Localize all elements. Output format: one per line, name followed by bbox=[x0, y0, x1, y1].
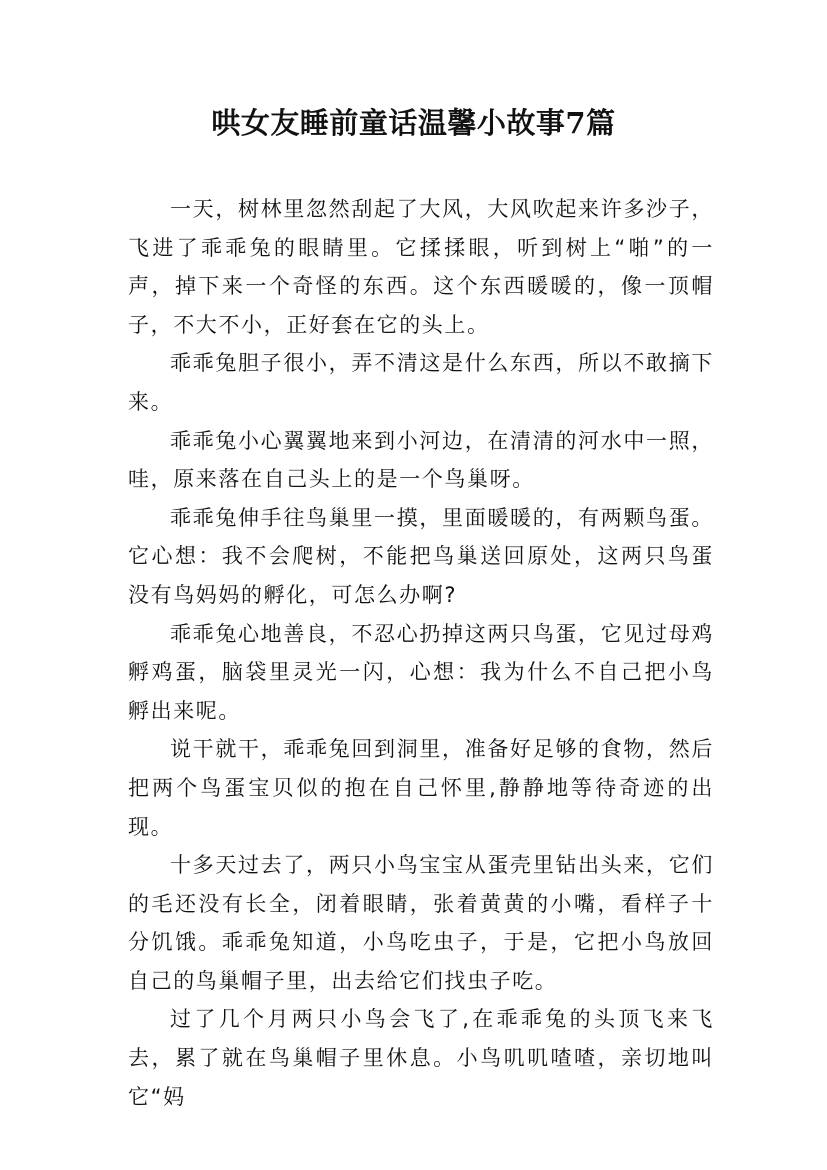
paragraph: 乖乖兔胆子很小，弄不清这是什么东西，所以不敢摘下来。 bbox=[128, 351, 714, 414]
paragraph: 过了几个月两只小鸟会飞了,在乖乖兔的头顶飞来飞去，累了就在鸟巢帽子里休息。小鸟叽叽喳喳，亲切地叫它“妈 bbox=[128, 1007, 714, 1109]
paragraph: 乖乖兔心地善良，不忍心扔掉这两只鸟蛋，它见过母鸡孵鸡蛋，脑袋里灵光一闪，心想：我为什么不自己把小鸟孵出来呢。 bbox=[128, 621, 714, 723]
paragraph: 乖乖兔伸手往鸟巢里一摸，里面暖暖的，有两颗鸟蛋。它心想：我不会爬树，不能把鸟巢送回原处，这两只鸟蛋没有鸟妈妈的孵化，可怎么办啊? bbox=[128, 505, 714, 607]
paragraph: 乖乖兔小心翼翼地来到小河边，在清清的河水中一照，哇，原来落在自己头上的是一个鸟巢呀。 bbox=[128, 428, 714, 492]
document-title: 哄女友睡前童话温馨小故事7篇 bbox=[211, 106, 616, 140]
paragraph: 说干就干，乖乖兔回到洞里，准备好足够的食物，然后把两个鸟蛋宝贝似的抱在自己怀里,静静地等待奇迹的出现。 bbox=[128, 737, 714, 839]
document-body bbox=[128, 190, 714, 1116]
paragraph: 一天，树林里忽然刮起了大风，大风吹起来许多沙子，飞进了乖乖兔的眼睛里。它揉揉眼，听到树上“啪”的一声，掉下来一个奇怪的东西。这个东西暖暖的，像一顶帽子，不大不小，正好套在它的头上。 bbox=[128, 197, 714, 337]
paragraph: 十多天过去了，两只小鸟宝宝从蛋壳里钻出头来，它们的毛还没有长全，闭着眼睛，张着黄黄的小嘴，看样子十分饥饿。乖乖兔知道，小鸟吃虫子，于是，它把小鸟放回自己的鸟巢帽子里，出去给它们找虫子吃。 bbox=[128, 853, 714, 993]
